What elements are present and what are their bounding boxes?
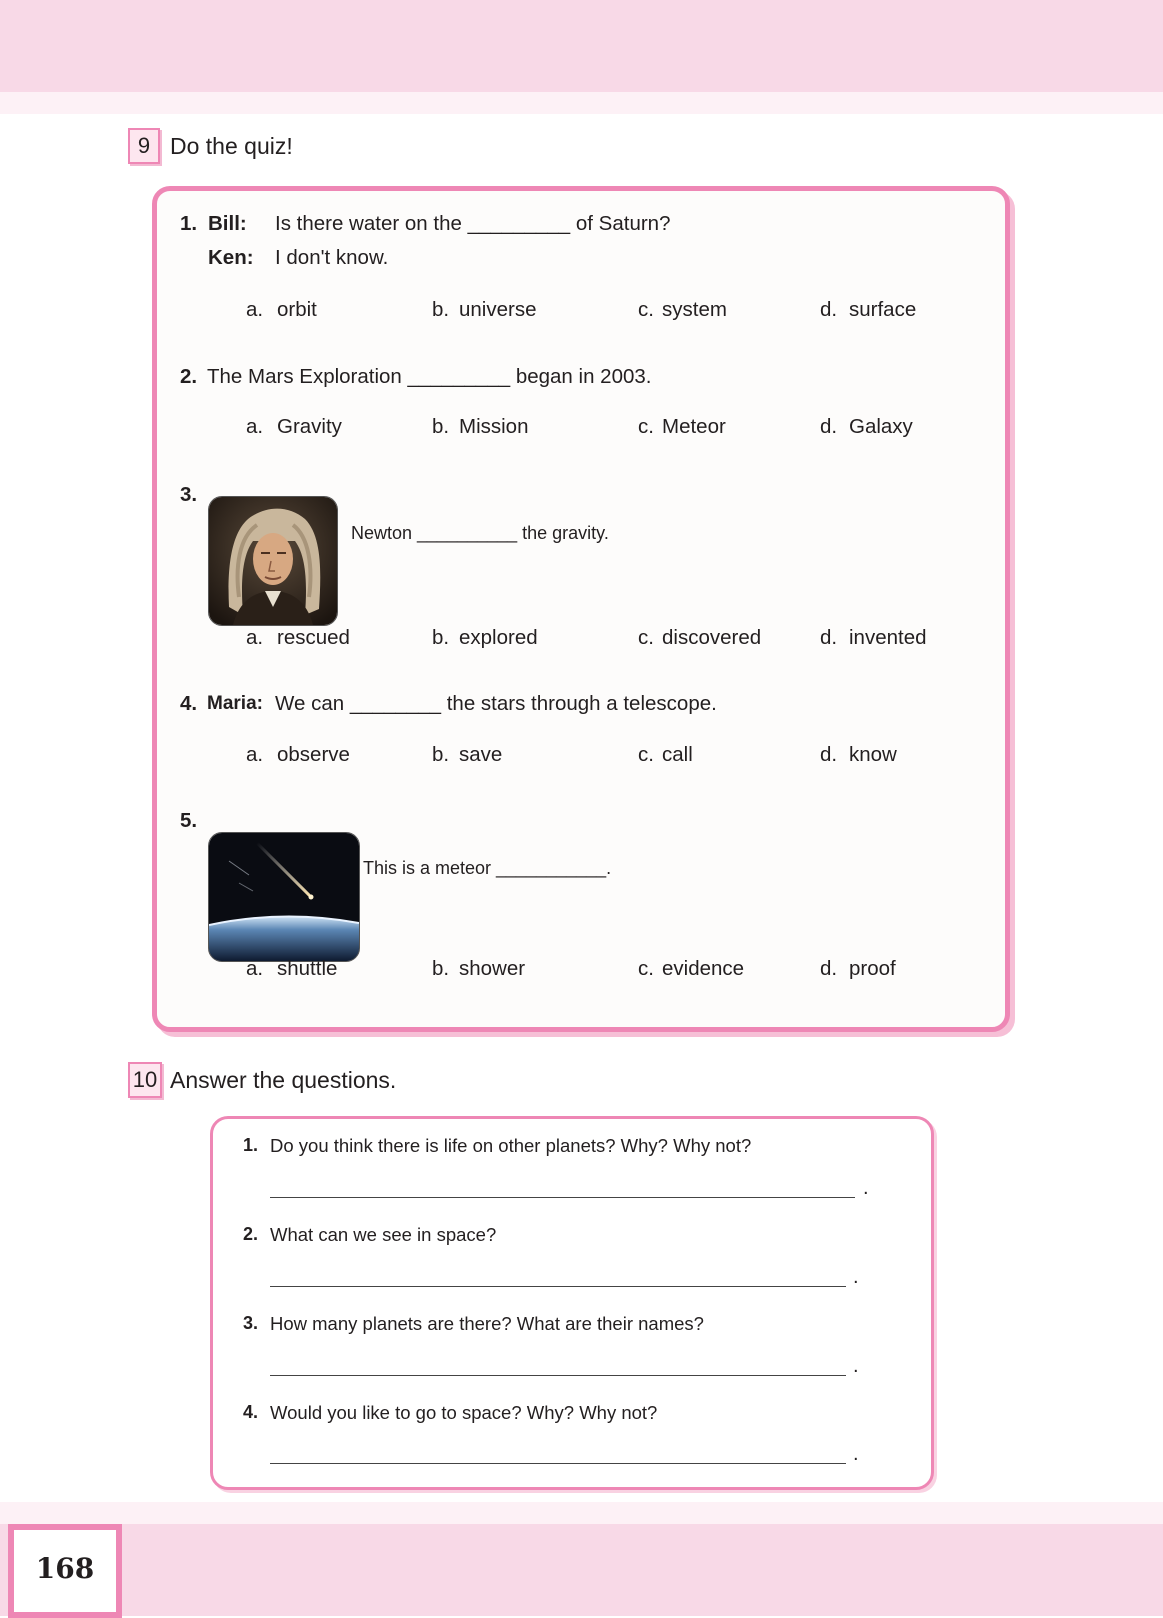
top-decorative-band (0, 0, 1163, 92)
option-letter: c. (638, 298, 654, 321)
section-title: Answer the questions. (170, 1066, 397, 1093)
option-c[interactable]: discovered (662, 626, 762, 649)
option-a[interactable]: shuttle (277, 957, 338, 980)
option-d[interactable]: Galaxy (849, 415, 913, 438)
option-letter: a. (246, 957, 264, 980)
option-d[interactable]: know (849, 743, 897, 766)
option-c[interactable]: evidence (662, 957, 745, 980)
option-letter: b. (432, 626, 450, 649)
option-b[interactable]: explored (459, 626, 538, 649)
option-letter: d. (820, 626, 838, 649)
question-number: 3. (243, 1313, 259, 1333)
option-c[interactable]: call (662, 743, 693, 766)
bottom-decorative-strip (0, 1502, 1163, 1524)
top-decorative-strip (0, 92, 1163, 114)
question-number: 1. (180, 212, 198, 235)
section-number: 10 (128, 1062, 162, 1098)
option-b[interactable]: Mission (459, 415, 529, 438)
question-number: 3. (180, 483, 198, 506)
question-text: The Mars Exploration _________ began in 2003. (207, 365, 652, 388)
option-d[interactable]: proof (849, 957, 896, 980)
option-letter: d. (820, 415, 838, 438)
speaker-label: Ken: (208, 246, 254, 269)
answer-line[interactable] (270, 1197, 855, 1198)
option-letter: d. (820, 298, 838, 321)
page-number-box (8, 1524, 122, 1618)
bottom-decorative-band (0, 1524, 1163, 1616)
question-text: We can ________ the stars through a telescope. (275, 692, 717, 715)
option-a[interactable]: orbit (277, 298, 317, 321)
option-d[interactable]: surface (849, 298, 917, 321)
option-b[interactable]: save (459, 743, 503, 766)
answer-box (210, 1116, 934, 1490)
option-b[interactable]: universe (459, 298, 537, 321)
dialogue-text: I don't know. (275, 246, 389, 269)
question-text: Is there water on the _________ of Saturn? (275, 212, 671, 235)
line-end-period: . (853, 1443, 859, 1465)
newton-portrait (208, 496, 338, 626)
question-number: 5. (180, 809, 198, 832)
speaker-label: Bill: (208, 212, 247, 235)
option-letter: d. (820, 957, 838, 980)
option-a[interactable]: observe (277, 743, 350, 766)
question-number: 4. (180, 692, 198, 715)
option-c[interactable]: Meteor (662, 415, 726, 438)
option-letter: c. (638, 626, 654, 649)
option-letter: a. (246, 743, 264, 766)
option-letter: b. (432, 298, 450, 321)
line-end-period: . (863, 1177, 869, 1199)
question-number: 2. (180, 365, 198, 388)
question-text: Do you think there is life on other planets? Why? Why not? (270, 1135, 752, 1156)
option-letter: a. (246, 415, 264, 438)
quiz-box (152, 186, 1010, 1032)
option-b[interactable]: shower (459, 957, 526, 980)
answer-line[interactable] (270, 1463, 846, 1464)
line-end-period: . (853, 1355, 859, 1377)
section-title: Do the quiz! (170, 132, 293, 159)
option-letter: d. (820, 743, 838, 766)
question-text: Would you like to go to space? Why? Why not? (270, 1402, 658, 1423)
section-number: 9 (128, 128, 160, 164)
option-letter: c. (638, 743, 654, 766)
option-letter: a. (246, 298, 264, 321)
question-number: 1. (243, 1135, 259, 1155)
page-number: 168 (35, 1552, 95, 1585)
option-letter: b. (432, 415, 450, 438)
option-c[interactable]: system (662, 298, 727, 321)
question-text: How many planets are there? What are their names? (270, 1313, 704, 1334)
answer-line[interactable] (270, 1286, 846, 1287)
question-text: Newton __________ the gravity. (351, 523, 609, 543)
option-letter: c. (638, 415, 654, 438)
section-10-header (128, 1062, 396, 1098)
option-letter: b. (432, 743, 450, 766)
option-letter: a. (246, 626, 264, 649)
option-a[interactable]: rescued (277, 626, 350, 649)
line-end-period: . (853, 1266, 859, 1288)
question-text: This is a meteor ___________. (363, 858, 612, 878)
option-a[interactable]: Gravity (277, 415, 342, 438)
option-letter: c. (638, 957, 654, 980)
section-9-header (128, 128, 293, 164)
meteor-photo (208, 832, 360, 962)
option-d[interactable]: invented (849, 626, 927, 649)
question-number: 4. (243, 1402, 259, 1422)
answer-line[interactable] (270, 1375, 846, 1376)
option-letter: b. (432, 957, 450, 980)
speaker-label: Maria: (207, 693, 263, 714)
question-number: 2. (243, 1224, 259, 1244)
question-text: What can we see in space? (270, 1224, 497, 1245)
